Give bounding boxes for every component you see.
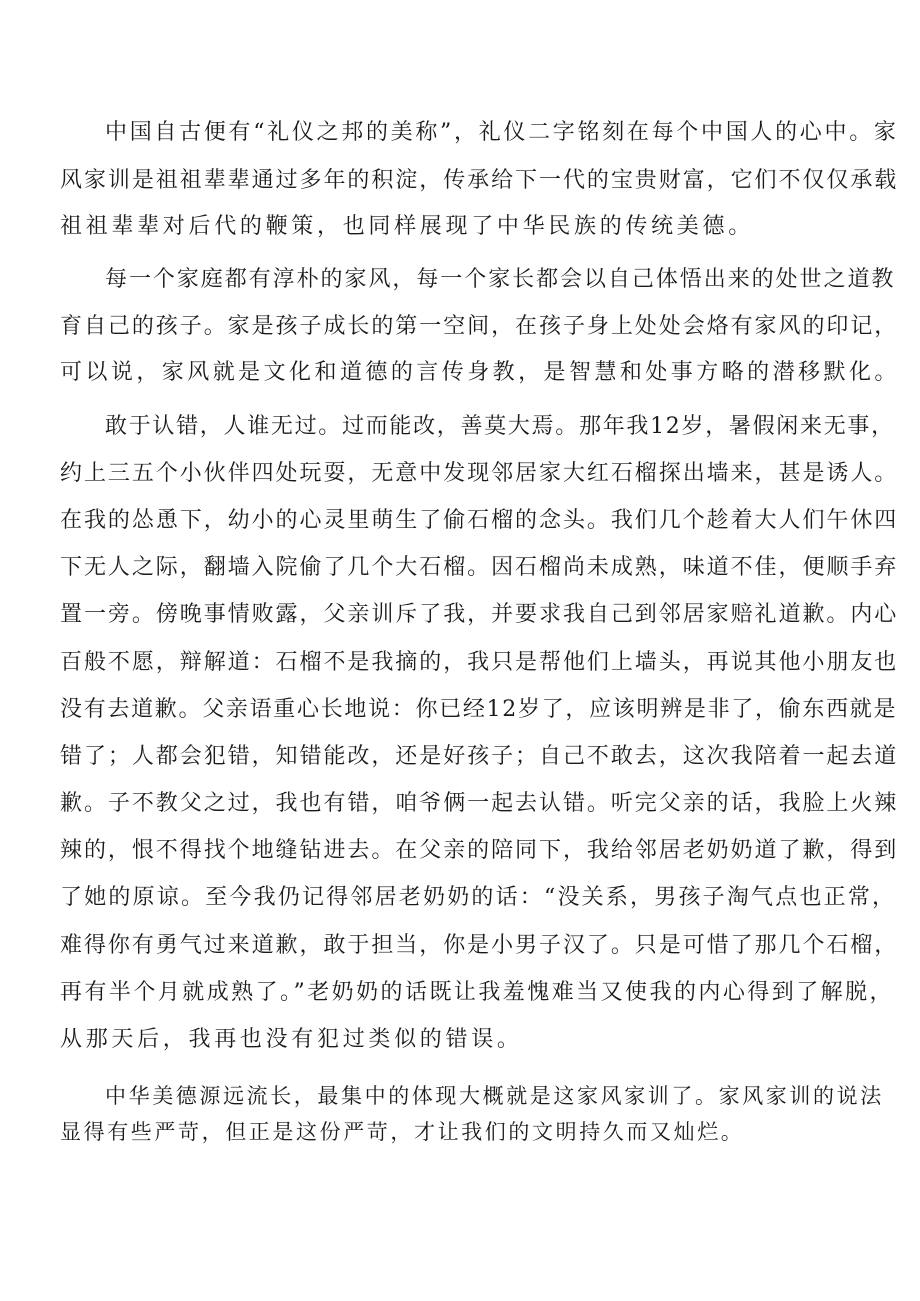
text-line: 在我的怂恿下，幼小的心灵里萌生了偷石榴的念头。我们几个趁着大人们午休四: [60, 508, 899, 533]
text-line: 风家训是祖祖辈辈通过多年的积淀，传承给下一代的宝贵财富，它们不仅仅承载: [60, 168, 899, 193]
text-line: 中华美德源远流长，最集中的体现大概就是这家风家训了。家风家训的说法: [105, 1084, 884, 1108]
text-line: 每一个家庭都有淳朴的家风，每一个家长都会以自己体悟出来的处世之道教: [105, 267, 896, 292]
text-line: 祖祖辈辈对后代的鞭策，也同样展现了中华民族的传统美德。: [60, 214, 754, 239]
text-line: 下无人之际，翻墙入院偷了几个大石榴。因石榴尚未成熟，味道不佳，便顺手弃: [60, 555, 899, 580]
text-line: 难得你有勇气过来道歉，敢于担当，你是小男子汉了。只是可惜了那几个石榴，: [60, 933, 899, 958]
text-line: 没有去道歉。父亲语重心长地说：你已经12岁了，应该明辨是非了，偷东西就是: [60, 697, 898, 722]
text-line: 中国自古便有“礼仪之邦的美称”，礼仪二字铭刻在每个中国人的心中。家: [105, 120, 899, 145]
text-line: 歉。子不教父之过，我也有错，咱爷俩一起去认错。听完父亲的话，我脸上火辣: [60, 791, 899, 816]
text-line: 可以说，家风就是文化和道德的言传身教，是智慧和处事方略的潜移默化。: [60, 360, 900, 385]
text-line: 置一旁。傍晚事情败露，父亲训斥了我，并要求我自己到邻居家赔礼道歉。内心: [60, 602, 899, 627]
text-line: 显得有些严苛，但正是这份严苛，才让我们的文明持久而又灿烂。: [60, 1120, 745, 1144]
text-line: 从那天后，我再也没有犯过类似的错误。: [60, 1027, 523, 1052]
text-line: 错了；人都会犯错，知错能改，还是好孩子；自己不敢去，这次我陪着一起去道: [60, 744, 899, 769]
text-line: 辣的，恨不得找个地缝钻进去。在父亲的陪同下，我给邻居老奶奶道了歉，得到: [60, 838, 899, 863]
text-line: 敢于认错，人谁无过。过而能改，善莫大焉。那年我12岁，暑假闲来无事，: [105, 414, 895, 439]
text-line: 再有半个月就成熟了。”老奶奶的话既让我羞愧难当又使我的内心得到了解脱，: [60, 980, 894, 1005]
text-line: 育自己的孩子。家是孩子成长的第一空间，在孩子身上处处会烙有家风的印记，: [60, 314, 899, 339]
text-line: 约上三五个小伙伴四处玩耍，无意中发现邻居家大红石榴探出墙来，甚是诱人。: [60, 461, 899, 486]
text-line: 百般不愿，辩解道：石榴不是我摘的，我只是帮他们上墙头，再说其他小朋友也: [60, 650, 899, 675]
text-line: 了她的原谅。至今我仍记得邻居老奶奶的话：“没关系，男孩子淘气点也正常，: [60, 885, 897, 910]
